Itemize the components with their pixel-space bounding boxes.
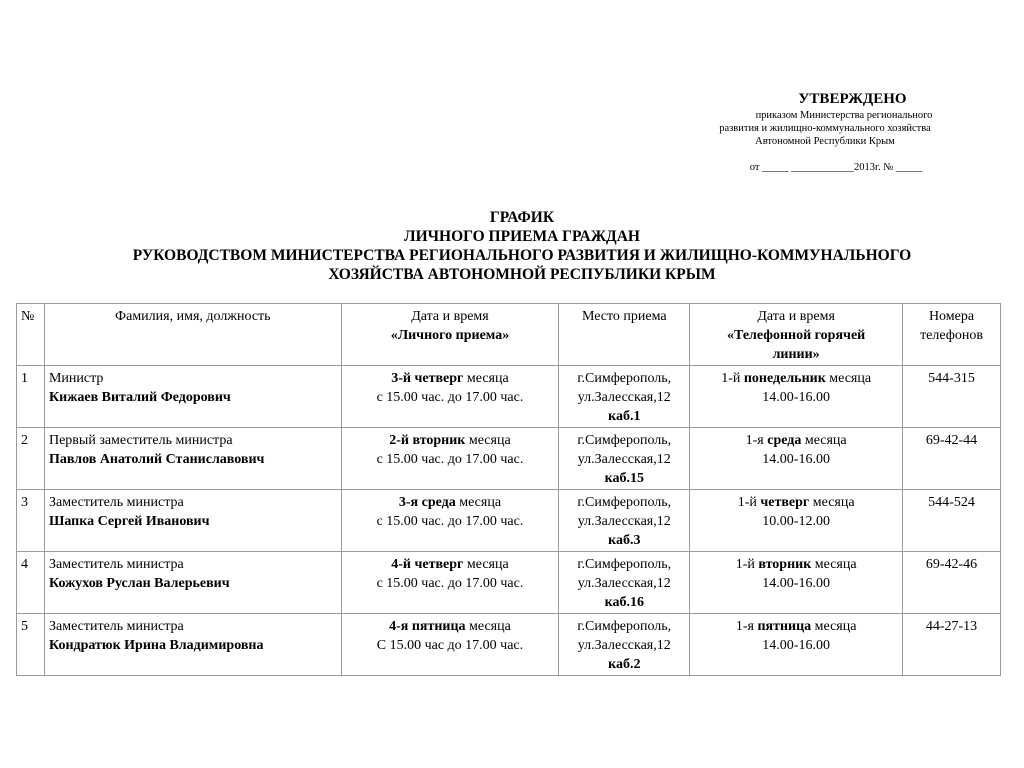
approval-heading: УТВЕРЖДЕНО bbox=[798, 91, 907, 107]
row-reception-datetime: 3-я среда месяца с 15.00 час. до 17.00 час. bbox=[341, 490, 559, 552]
header-phones: Номера телефонов bbox=[903, 304, 1001, 366]
table-row bbox=[17, 428, 1001, 490]
row-place: г.Симферополь, ул.Залесская,12 каб.3 bbox=[559, 490, 690, 552]
person-position: Заместитель министра bbox=[48, 557, 184, 572]
row-person bbox=[44, 552, 341, 614]
table-row bbox=[17, 490, 1001, 552]
approval-line-2: развития и жилищно-коммунального хозяйства bbox=[719, 122, 931, 134]
row-num: 5 bbox=[17, 614, 45, 676]
row-phone: 544-524 bbox=[903, 490, 1001, 552]
table-row bbox=[17, 366, 1001, 428]
title-line-4: ХОЗЯЙСТВА АВТОНОМНОЙ РЕСПУБЛИКИ КРЫМ bbox=[328, 266, 716, 283]
person-position: Министр bbox=[48, 371, 104, 386]
approval-stamp bbox=[660, 90, 990, 174]
approval-date-line: от _____ ____________2013г. № _____ bbox=[749, 162, 923, 174]
table-row bbox=[17, 614, 1001, 676]
table-row bbox=[17, 552, 1001, 614]
row-hotline: 1-й понедельник месяца 14.00-16.00 bbox=[690, 366, 903, 428]
title-line-1: ГРАФИК bbox=[489, 209, 555, 226]
row-reception-datetime: 4-я пятница месяца С 15.00 час до 17.00 час. bbox=[341, 614, 559, 676]
row-reception-datetime: 2-й вторник месяца с 15.00 час. до 17.00 час. bbox=[341, 428, 559, 490]
person-position: Заместитель министра bbox=[48, 495, 184, 510]
person-name: Павлов Анатолий Станиславович bbox=[48, 452, 265, 467]
row-person bbox=[44, 490, 341, 552]
row-phone: 69-42-46 bbox=[903, 552, 1001, 614]
row-person bbox=[44, 614, 341, 676]
row-phone: 69-42-44 bbox=[903, 428, 1001, 490]
approval-line-1: приказом Министерства регионального bbox=[755, 109, 933, 121]
row-place: г.Симферополь, ул.Залесская,12 каб.2 bbox=[559, 614, 690, 676]
row-num: 1 bbox=[17, 366, 45, 428]
table-header-row bbox=[17, 304, 1001, 366]
row-reception-datetime: 3-й четверг месяца с 15.00 час. до 17.00 час. bbox=[341, 366, 559, 428]
row-place: г.Симферополь, ул.Залесская,12 каб.1 bbox=[559, 366, 690, 428]
row-num: 2 bbox=[17, 428, 45, 490]
header-reception-datetime: Дата и время «Личного приема» bbox=[341, 304, 559, 366]
row-hotline: 1-я среда месяца 14.00-16.00 bbox=[690, 428, 903, 490]
title-line-3: РУКОВОДСТВОМ МИНИСТЕРСТВА РЕГИОНАЛЬНОГО РАЗВИТИЯ И ЖИЛИЩНО-КОММУНАЛЬНОГО bbox=[132, 247, 912, 264]
header-num: № bbox=[17, 304, 45, 366]
header-name: Фамилия, имя, должность bbox=[44, 304, 341, 366]
row-hotline: 1-й четверг месяца 10.00-12.00 bbox=[690, 490, 903, 552]
row-person bbox=[44, 366, 341, 428]
header-place: Место приема bbox=[559, 304, 690, 366]
person-name: Кожухов Руслан Валерьевич bbox=[48, 576, 230, 591]
person-position: Первый заместитель министра bbox=[48, 433, 233, 448]
row-place: г.Симферополь, ул.Залесская,12 каб.16 bbox=[559, 552, 690, 614]
row-num: 4 bbox=[17, 552, 45, 614]
reception-schedule-table bbox=[16, 303, 1001, 676]
row-reception-datetime: 4-й четверг месяца с 15.00 час. до 17.00 час. bbox=[341, 552, 559, 614]
person-name: Кижаев Виталий Федорович bbox=[48, 390, 231, 405]
approval-line-3: Автономной Республики Крым bbox=[755, 136, 895, 147]
row-phone: 544-315 bbox=[903, 366, 1001, 428]
row-phone: 44-27-13 bbox=[903, 614, 1001, 676]
row-place: г.Симферополь, ул.Залесская,12 каб.15 bbox=[559, 428, 690, 490]
row-num: 3 bbox=[17, 490, 45, 552]
person-position: Заместитель министра bbox=[48, 619, 184, 634]
person-name: Шапка Сергей Иванович bbox=[48, 514, 210, 529]
person-name: Кондратюк Ирина Владимировна bbox=[48, 638, 264, 653]
row-hotline: 1-й вторник месяца 14.00-16.00 bbox=[690, 552, 903, 614]
row-hotline: 1-я пятница месяца 14.00-16.00 bbox=[690, 614, 903, 676]
header-hotline: Дата и время «Телефонной горячей линии» bbox=[690, 304, 903, 366]
row-person bbox=[44, 428, 341, 490]
title-line-2: ЛИЧНОГО ПРИЕМА ГРАЖДАН bbox=[404, 228, 640, 245]
document-title bbox=[10, 208, 1024, 284]
